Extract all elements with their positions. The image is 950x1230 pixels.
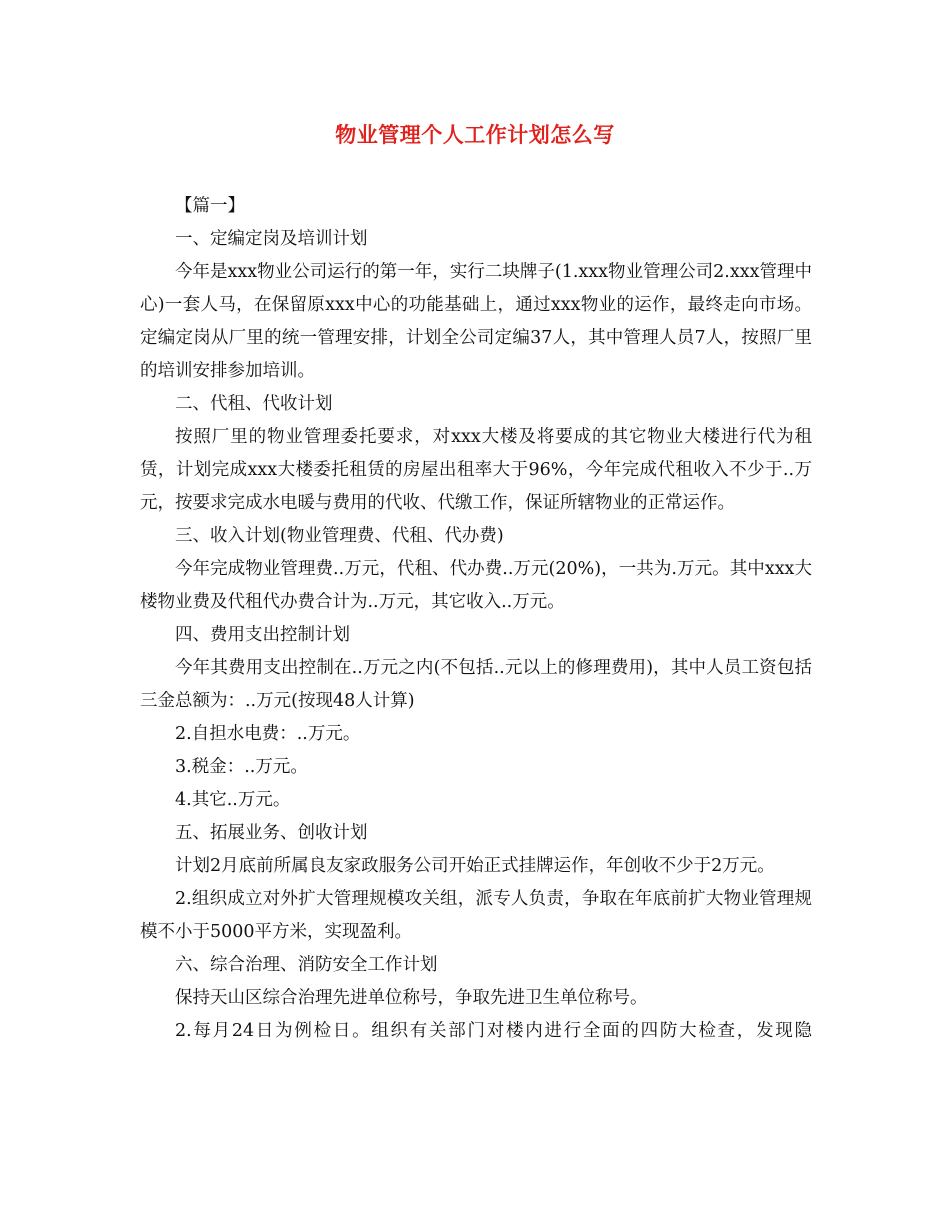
paragraph-income-plan: 今年完成物业管理费..万元，代租、代办费..万元(20%)，一共为.万元。其中xxx大楼物业费及代租代办费合计为..万元，其它收入..万元。 — [140, 559, 812, 612]
heading-expense-control: 四、费用支出控制计划 — [175, 625, 350, 645]
document-body — [140, 190, 812, 1048]
document-title: 物业管理个人工作计划怎么写 — [335, 122, 615, 147]
heading-income-plan: 三、收入计划(物业管理费、代租、代办费) — [175, 526, 504, 546]
paragraph-staffing-training: 今年是xxx物业公司运行的第一年，实行二块牌子(1.xxx物业管理公司2.xxx管理中心)一套人马，在保留原xxx中心的功能基础上，通过xxx物业的运作，最终走向市场。定编定岗从厂里的统一管理安排，计划全公司定编37人，其中管理人员7人，按照厂里的培训安排参加培训。 — [140, 262, 812, 381]
paragraph-expense-control: 今年其费用支出控制在..万元之内(不包括..元以上的修理费用)，其中人员工资包括三金总额为：..万元(按现48人计算) — [140, 658, 812, 711]
paragraph-section-label: 【篇一】 — [175, 196, 245, 216]
list-item-expansion-team: 2.组织成立对外扩大管理规模攻关组，派专人负责，争取在年底前扩大物业管理规模不小于5000平方米，实现盈利。 — [140, 889, 812, 942]
list-item-other: 4.其它..万元。 — [175, 790, 291, 810]
list-item-monthly-inspection: 2.每月24日为例检日。组织有关部门对楼内进行全面的四防大检查，发现隐 — [175, 1021, 812, 1041]
heading-safety-plan: 六、综合治理、消防安全工作计划 — [175, 955, 438, 975]
paragraph-rental-collection: 按照厂里的物业管理委托要求，对xxx大楼及将要成的其它物业大楼进行代为租赁，计划完成xxx大楼委托租赁的房屋出租率大于96%，今年完成代租收入不少于..万元，按要求完成水电暖与费用的代收、代缴工作，保证所辖物业的正常运作。 — [140, 427, 812, 513]
paragraph-safety-plan: 保持天山区综合治理先进单位称号，争取先进卫生单位称号。 — [175, 988, 648, 1008]
paragraph-business-expansion: 计划2月底前所属良友家政服务公司开始正式挂牌运作，年创收不少于2万元。 — [175, 856, 775, 876]
heading-rental-collection: 二、代租、代收计划 — [175, 394, 333, 414]
heading-staffing-training: 一、定编定岗及培训计划 — [175, 229, 368, 249]
heading-business-expansion: 五、拓展业务、创收计划 — [175, 823, 368, 843]
list-item-tax: 3.税金：..万元。 — [175, 757, 308, 777]
list-item-utilities: 2.自担水电费：..万元。 — [175, 724, 361, 744]
